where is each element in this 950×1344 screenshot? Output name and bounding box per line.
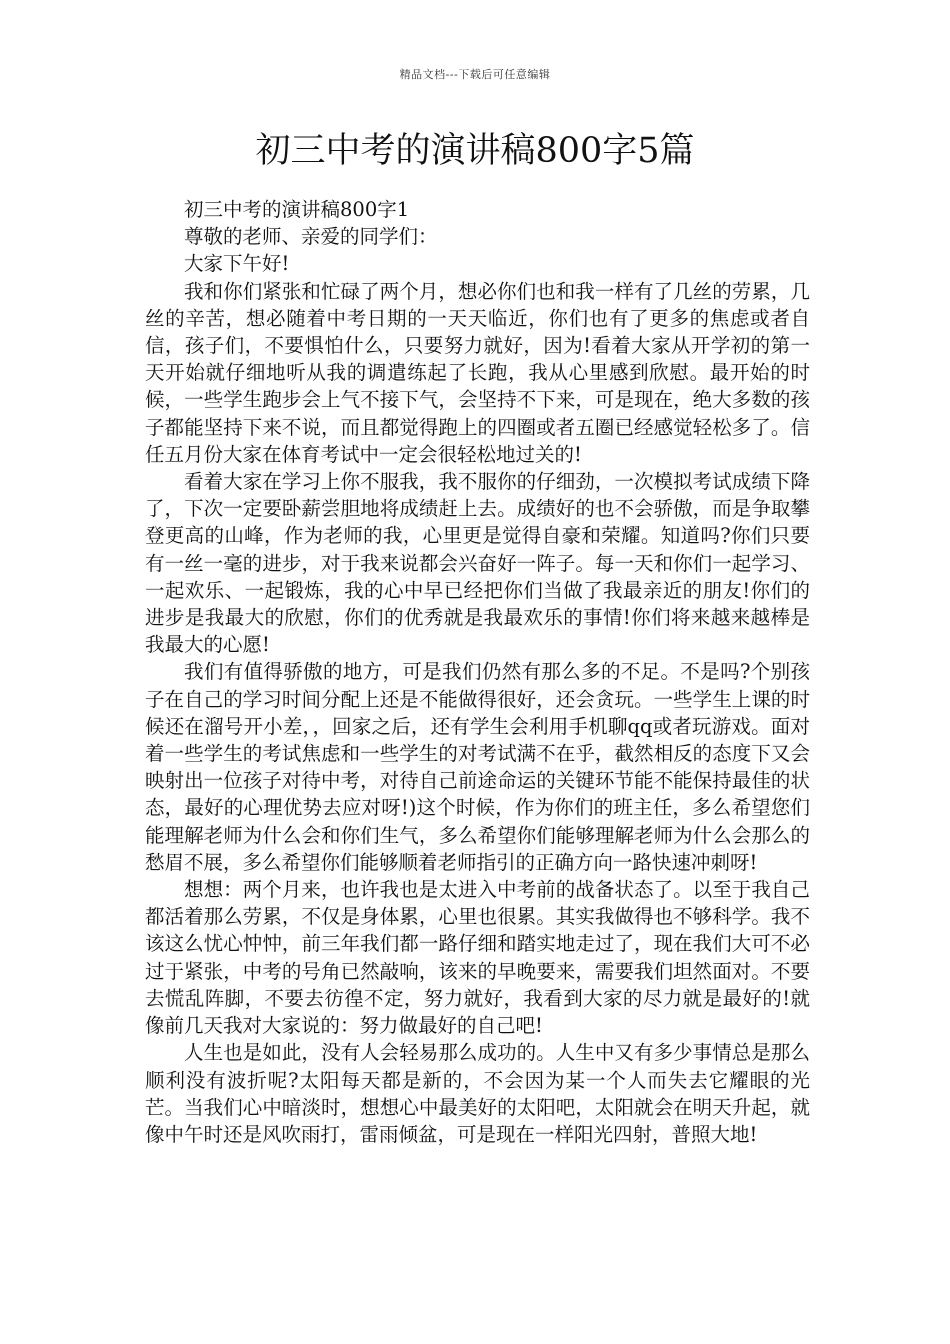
- section-subtitle: 初三中考的演讲稿800字1: [184, 198, 410, 221]
- body-paragraph: 看着大家在学习上你不服我，我不服你的仔细劲，一次模拟考试成绩下降了，下次一定要卧薪尝胆地将成绩赶上去。成绩好的也不会骄傲，而是争取攀登更高的山峰，作为老师的我，心里更是觉得自豪和荣耀。知道吗?你们只要有一丝一毫的进步，对于我来说都会兴奋好一阵子。每一天和你们一起学习、一起欢乐、一起锻炼，我的心中早已经把你们当做了我最亲近的朋友!你们的进步是我最大的欣慰，你们的优秀就是我最欢乐的事情!你们将来越来越棒是我最大的心愿!: [145, 470, 810, 657]
- document-title: 初三中考的演讲稿800字5篇: [255, 131, 695, 171]
- body-paragraph: 人生也是如此，没有人会轻易那么成功的。人生中又有多少事情总是那么顺利没有波折呢?太阳每天都是新的，不会因为某一个人而失去它耀眼的光芒。当我们心中暗淡时，想想心中最美好的太阳吧，太阳就会在明天升起，就像中午时还是风吹雨打，雷雨倾盆，可是现在一样阳光四射，普照大地!: [145, 1041, 810, 1146]
- body-paragraph: 我和你们紧张和忙碌了两个月，想必你们也和我一样有了几丝的劳累，几丝的辛苦，想必随着中考日期的一天天临近，你们也有了更多的焦虑或者自信，孩子们，不要惧怕什么，只要努力就好，因为!看着大家从开学初的第一天开始就仔细地听从我的调遣练起了长跑，我从心里感到欣慰。最开始的时候，一些学生跑步会上气不接下气，会坚持不下来，可是现在，绝大多数的孩子都能坚持下来不说，而且都觉得跑上的四圈或者五圈已经感觉轻松多了。信任五月份大家在体育考试中一定会很轻松地过关的!: [145, 279, 810, 466]
- header-note: 精品文档---下载后可任意编辑: [399, 68, 551, 81]
- greeting: 大家下午好!: [184, 252, 290, 276]
- salutation: 尊敬的老师、亲爱的同学们：: [184, 225, 438, 249]
- body-paragraph: 我们有值得骄傲的地方，可是我们仍然有那么多的不足。不是吗?个别孩子在自己的学习时间分配上还是不能做得很好，还会贪玩。一些学生上课的时候还在溜号开小差，，回家之后，还有学生会利用手机聊qq或者玩游戏。面对着一些学生的考试焦虑和一些学生的对考试满不在乎，截然相反的态度下又会映射出一位孩子对待中考，对待自己前途命运的关键环节能不能保持最佳的状态，最好的心理优势去应对呀!)这个时候，作为你们的班主任，多么希望您们能理解老师为什么会和你们生气，多么希望你们能够理解老师为什么会那么的愁眉不展，多么希望你们能够顺着老师指引的正确方向一路快速冲刺呀!: [145, 660, 810, 874]
- body-paragraph: 想想：两个月来，也许我也是太进入中考前的战备状态了。以至于我自己都活着那么劳累，不仅是身体累，心里也很累。其实我做得也不够科学。我不该这么忧心忡忡，前三年我们都一路仔细和踏实地走过了，现在我们大可不必过于紧张，中考的号角已然敲响，该来的早晚要来，需要我们坦然面对。不要去慌乱阵脚，不要去彷徨不定，努力就好，我看到大家的尽力就是最好的!就像前几天我对大家说的：努力做最好的自己吧!: [145, 878, 810, 1038]
- document-body: [145, 196, 810, 1148]
